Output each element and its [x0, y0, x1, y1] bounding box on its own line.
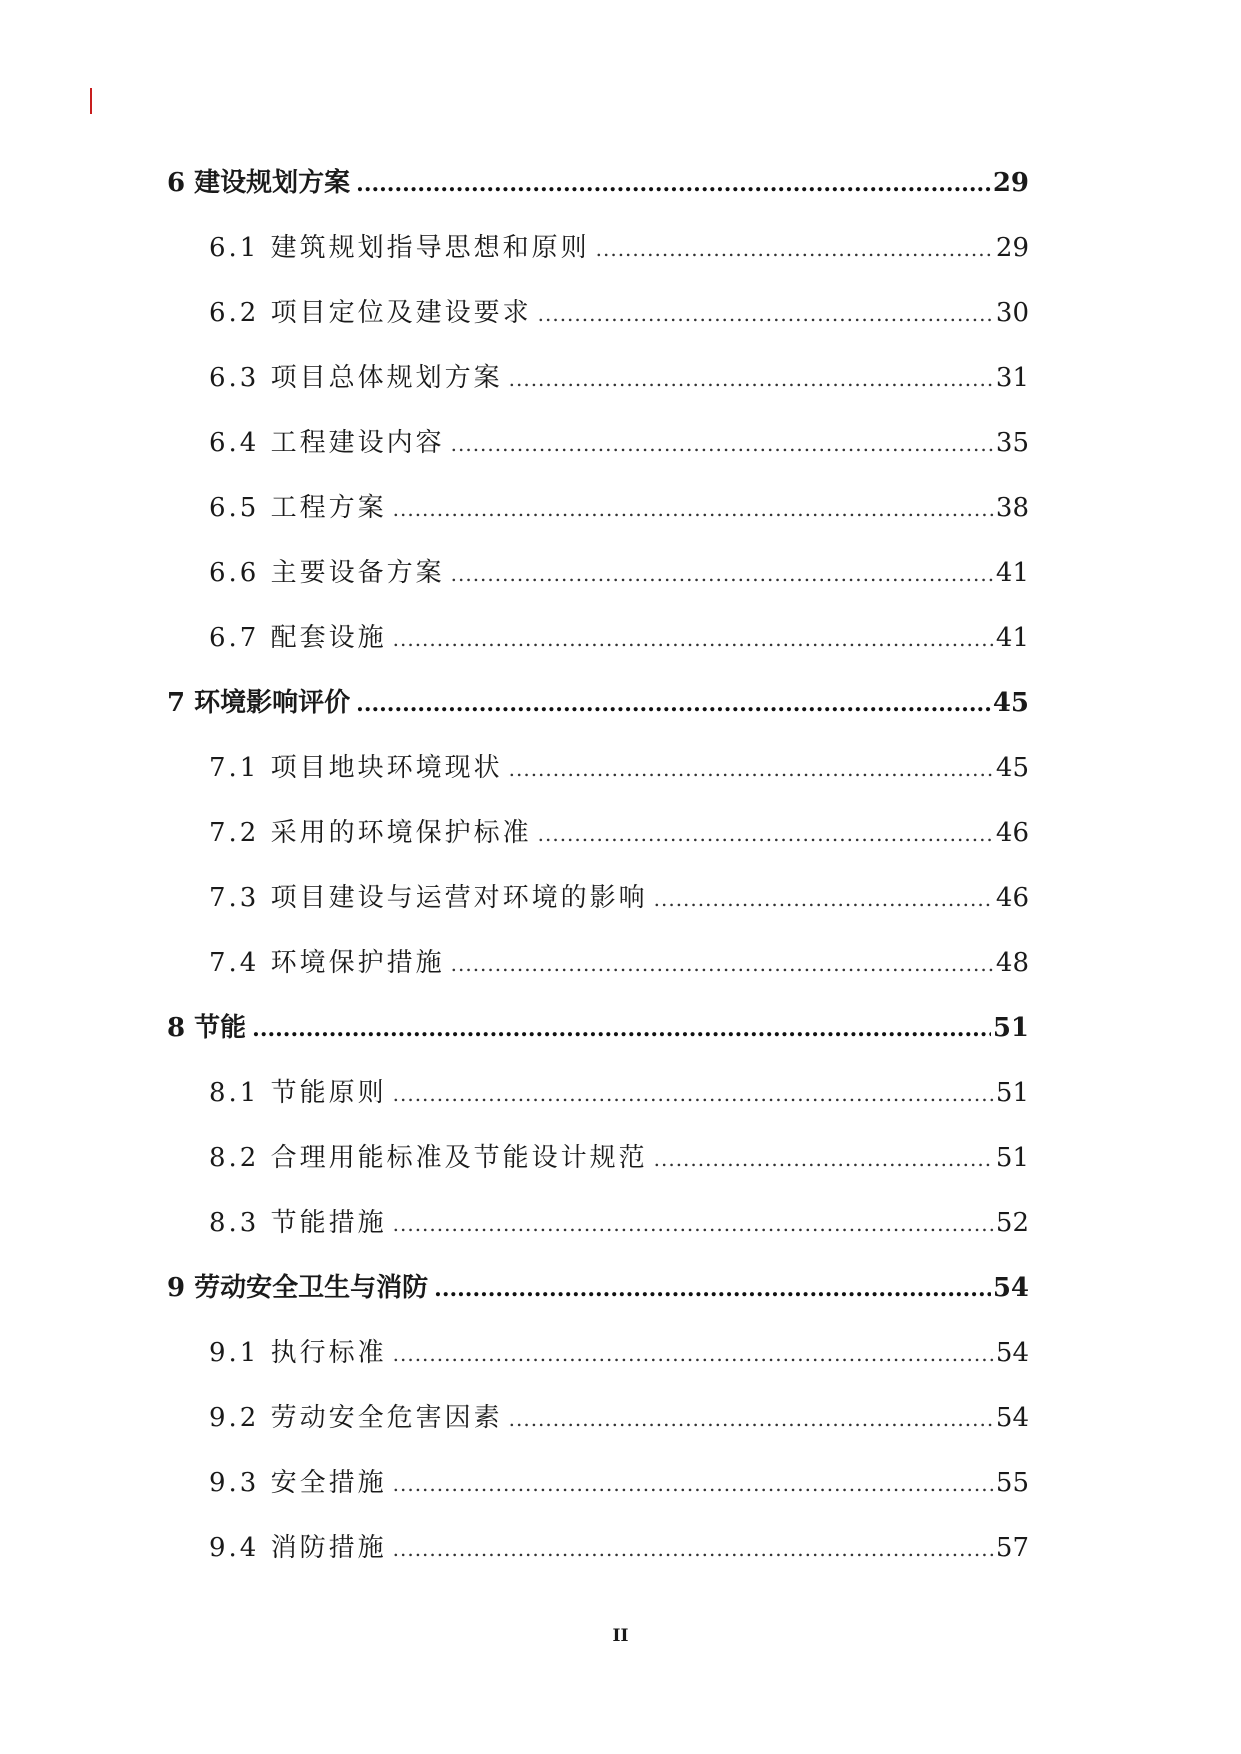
- toc-entry[interactable]: [167, 866, 1029, 931]
- toc-entry-page: 51: [992, 1013, 1029, 1043]
- toc-entry-title: 6.5 工程方案: [209, 493, 387, 523]
- toc-entry[interactable]: [167, 931, 1029, 996]
- toc-entry-title: 7 环境影响评价: [167, 688, 351, 718]
- toc-entry-title: 9 劳动安全卫生与消防: [167, 1273, 429, 1303]
- toc-entry-page: 51: [995, 1078, 1029, 1108]
- toc-entry[interactable]: [167, 346, 1029, 411]
- table-of-contents: [167, 151, 1029, 1581]
- toc-leader-dots: [509, 737, 994, 802]
- toc-entry-title: 7.1 项目地块环境现状: [209, 753, 503, 783]
- toc-leader-dots: [654, 1127, 994, 1192]
- toc-leader-dots: [252, 997, 991, 1062]
- toc-leader-dots: [434, 1257, 991, 1322]
- toc-leader-dots: [393, 1452, 994, 1517]
- toc-entry[interactable]: [167, 1191, 1029, 1256]
- toc-entry-page: 54: [992, 1273, 1029, 1303]
- toc-entry-page: 31: [995, 363, 1029, 393]
- toc-entry-title: 9.1 执行标准: [209, 1338, 387, 1368]
- toc-entry-title: 8.1 节能原则: [209, 1078, 387, 1108]
- toc-entry-page: 52: [995, 1208, 1029, 1238]
- toc-leader-dots: [393, 1062, 994, 1127]
- toc-entry-title: 8.2 合理用能标准及节能设计规范: [209, 1143, 648, 1173]
- toc-entry-title: 6.1 建筑规划指导思想和原则: [209, 233, 590, 263]
- toc-leader-dots: [451, 412, 994, 477]
- toc-entry[interactable]: [167, 1386, 1029, 1451]
- toc-entry-page: 46: [995, 818, 1029, 848]
- toc-entry[interactable]: [167, 736, 1029, 801]
- toc-entry-page: 30: [995, 298, 1029, 328]
- toc-entry[interactable]: [167, 151, 1029, 216]
- toc-leader-dots: [356, 152, 991, 217]
- toc-leader-dots: [356, 672, 991, 737]
- toc-entry-page: 51: [995, 1143, 1029, 1173]
- toc-leader-dots: [451, 542, 994, 607]
- toc-entry-title: 7.4 环境保护措施: [209, 948, 445, 978]
- toc-entry-page: 41: [995, 558, 1029, 588]
- red-margin-mark: [90, 88, 92, 114]
- toc-entry-page: 45: [992, 688, 1029, 718]
- toc-entry-page: 35: [995, 428, 1029, 458]
- toc-leader-dots: [393, 477, 994, 542]
- toc-entry-title: 9.4 消防措施: [209, 1533, 387, 1563]
- toc-entry[interactable]: [167, 1321, 1029, 1386]
- toc-entry-title: 6.2 项目定位及建设要求: [209, 298, 532, 328]
- toc-leader-dots: [509, 1387, 994, 1452]
- toc-entry[interactable]: [167, 801, 1029, 866]
- toc-leader-dots: [451, 932, 994, 997]
- toc-entry-page: 48: [995, 948, 1029, 978]
- toc-entry-page: 29: [992, 168, 1029, 198]
- toc-entry-page: 54: [995, 1338, 1029, 1368]
- toc-entry-title: 7.2 采用的环境保护标准: [209, 818, 532, 848]
- toc-entry[interactable]: [167, 996, 1029, 1061]
- toc-entry[interactable]: [167, 1451, 1029, 1516]
- toc-leader-dots: [538, 802, 994, 867]
- toc-entry[interactable]: [167, 411, 1029, 476]
- toc-entry-title: 8.3 节能措施: [209, 1208, 387, 1238]
- toc-entry-page: 55: [995, 1468, 1029, 1498]
- toc-entry[interactable]: [167, 541, 1029, 606]
- toc-entry-title: 6 建设规划方案: [167, 168, 351, 198]
- toc-leader-dots: [654, 867, 994, 932]
- toc-leader-dots: [596, 217, 994, 282]
- toc-entry-page: 54: [995, 1403, 1029, 1433]
- toc-entry-title: 6.6 主要设备方案: [209, 558, 445, 588]
- toc-entry-title: 7.3 项目建设与运营对环境的影响: [209, 883, 648, 913]
- toc-entry-title: 6.7 配套设施: [209, 623, 387, 653]
- toc-entry-page: 57: [995, 1533, 1029, 1563]
- toc-entry-title: 8 节能: [167, 1013, 247, 1043]
- page-number: II: [612, 1626, 629, 1646]
- toc-leader-dots: [393, 1192, 994, 1257]
- toc-entry-page: 46: [995, 883, 1029, 913]
- toc-entry[interactable]: [167, 1516, 1029, 1581]
- toc-entry-title: 9.3 安全措施: [209, 1468, 387, 1498]
- toc-entry[interactable]: [167, 1256, 1029, 1321]
- toc-entry[interactable]: [167, 606, 1029, 671]
- toc-entry-title: 6.4 工程建设内容: [209, 428, 445, 458]
- toc-entry-title: 9.2 劳动安全危害因素: [209, 1403, 503, 1433]
- toc-entry-title: 6.3 项目总体规划方案: [209, 363, 503, 393]
- toc-leader-dots: [393, 1517, 994, 1582]
- toc-entry-page: 29: [995, 233, 1029, 263]
- toc-entry-page: 38: [995, 493, 1029, 523]
- toc-leader-dots: [538, 282, 994, 347]
- toc-entry[interactable]: [167, 671, 1029, 736]
- toc-leader-dots: [393, 607, 994, 672]
- toc-leader-dots: [393, 1322, 994, 1387]
- toc-leader-dots: [509, 347, 994, 412]
- toc-entry-page: 41: [995, 623, 1029, 653]
- toc-entry[interactable]: [167, 1061, 1029, 1126]
- toc-entry[interactable]: [167, 216, 1029, 281]
- toc-entry[interactable]: [167, 476, 1029, 541]
- toc-entry[interactable]: [167, 1126, 1029, 1191]
- toc-entry-page: 45: [995, 753, 1029, 783]
- toc-entry[interactable]: [167, 281, 1029, 346]
